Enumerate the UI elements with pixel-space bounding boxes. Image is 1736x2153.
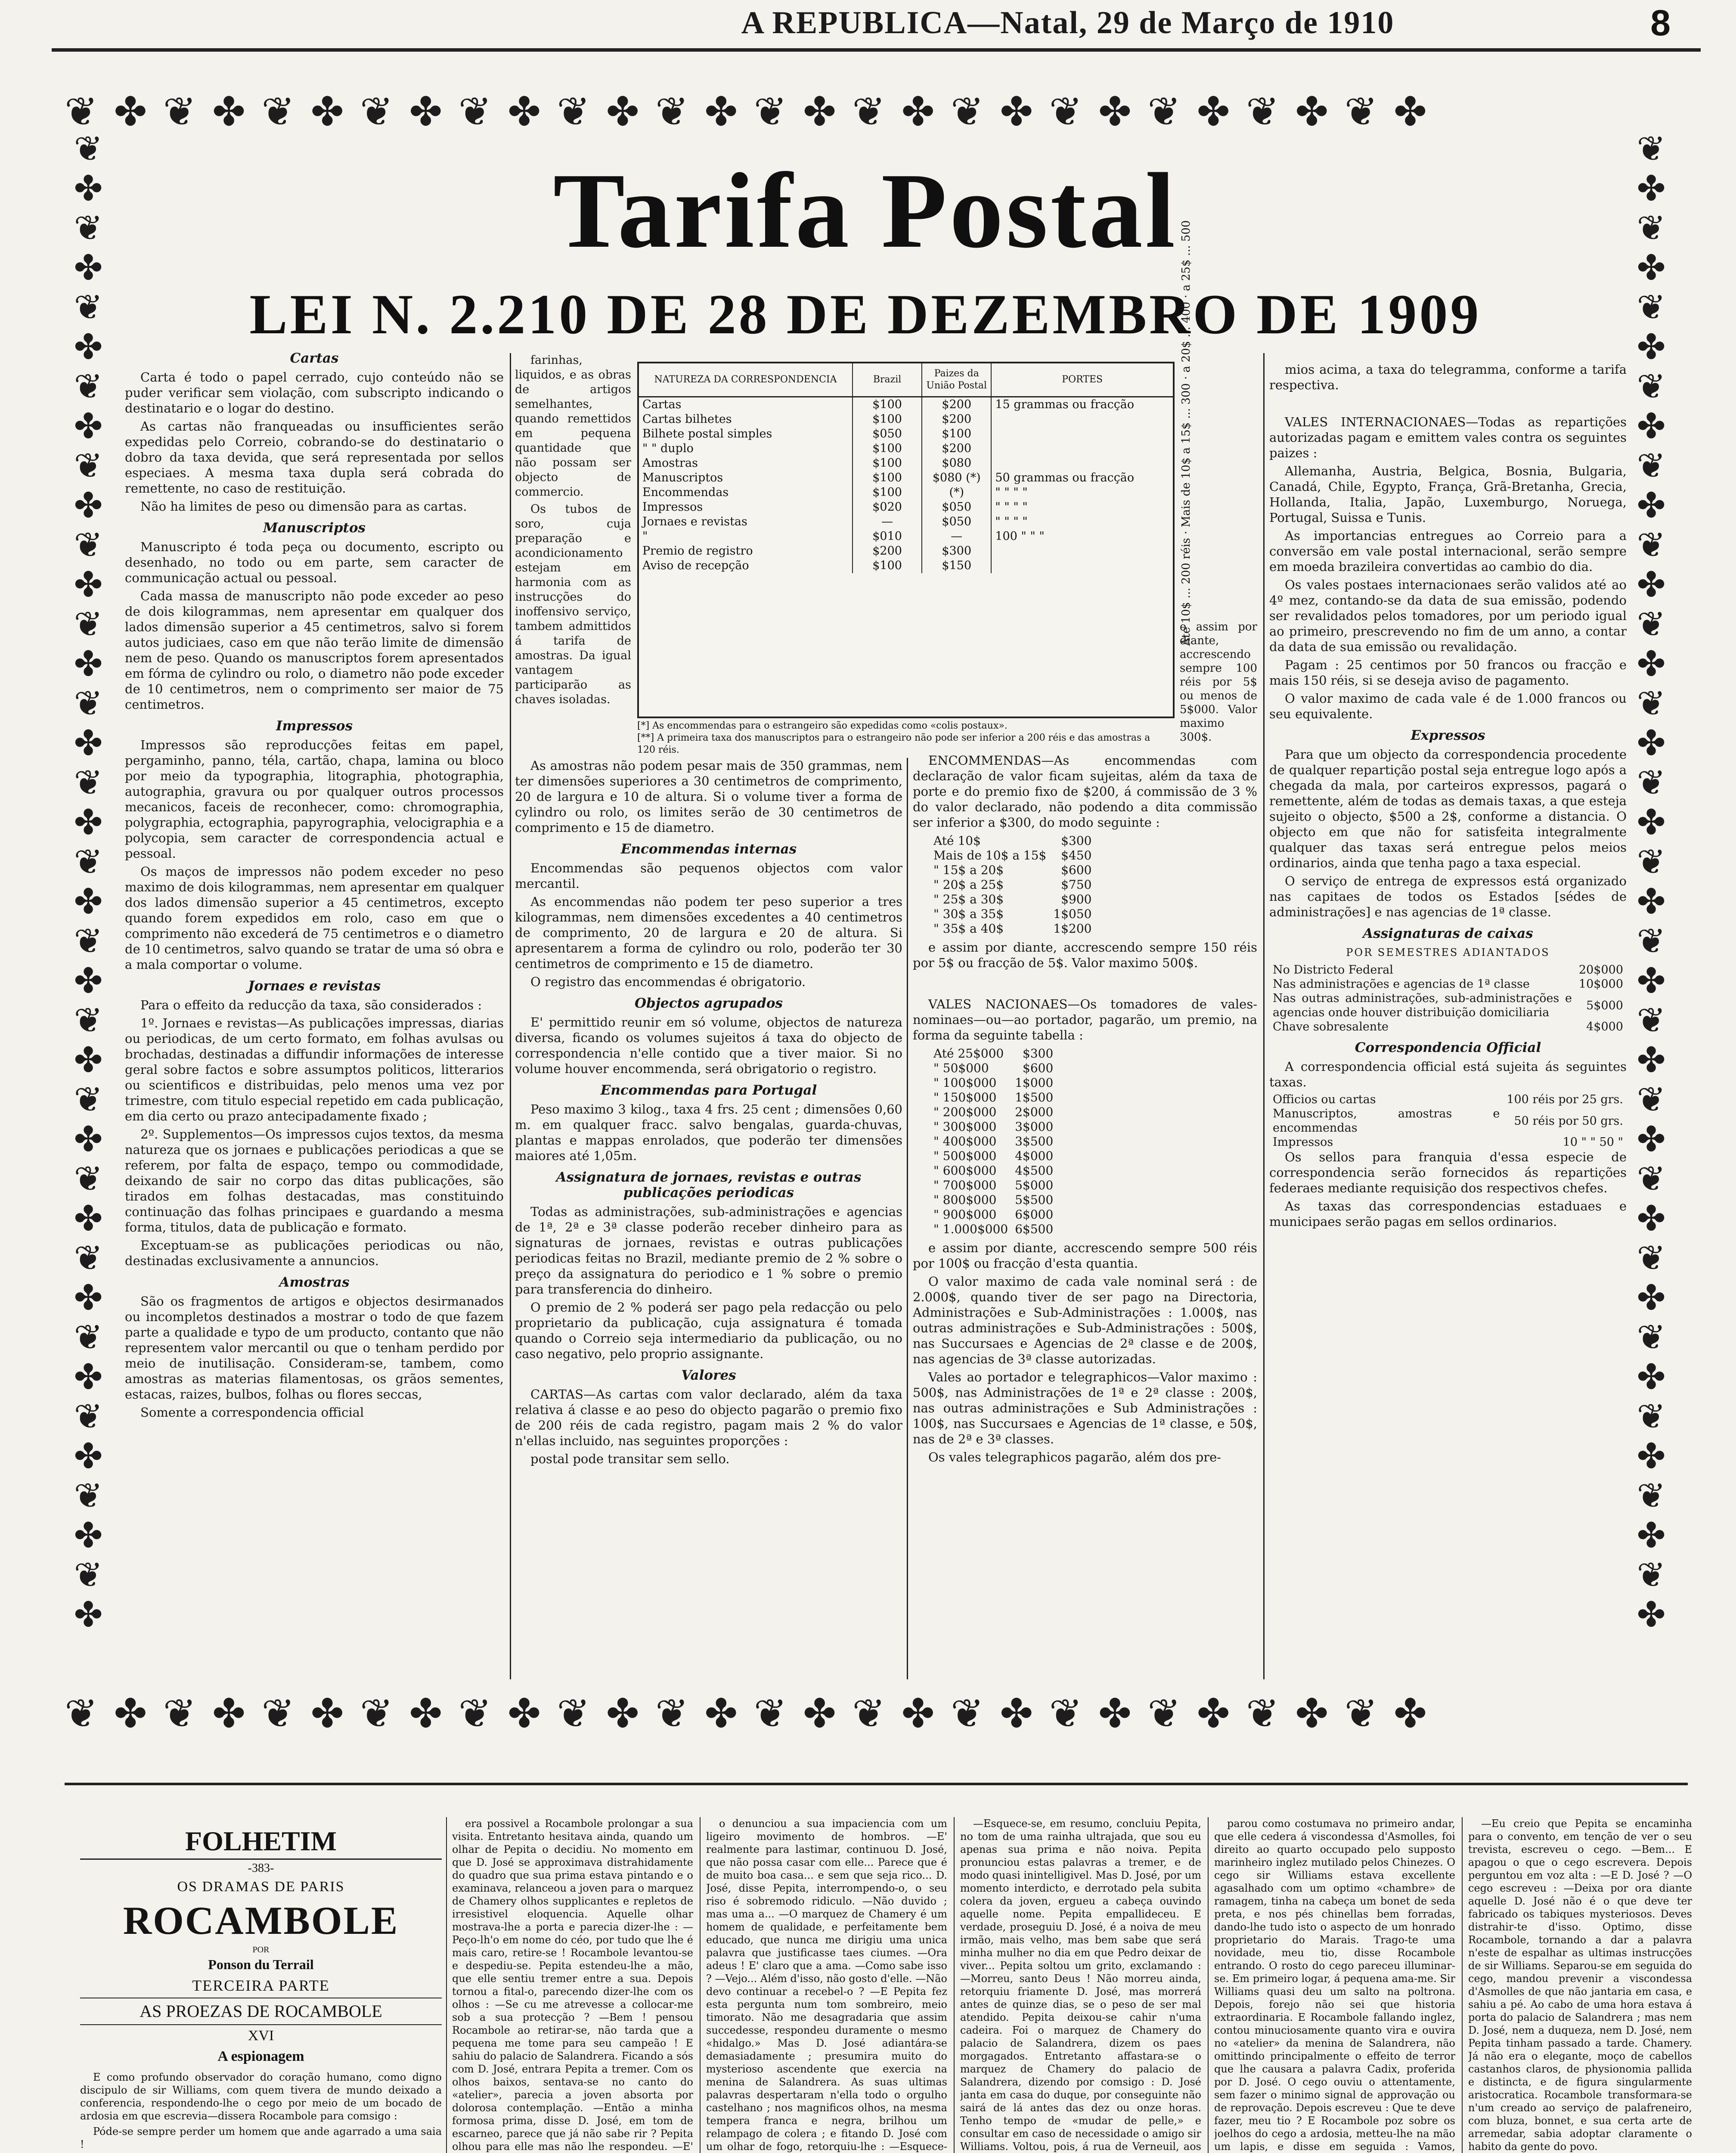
table-cell: 100 " " " [995,530,1045,543]
table-cell: 4$500 [1015,1163,1054,1178]
table-cell: 50 grammas ou fracção [995,471,1135,484]
table-row [1269,991,1627,1020]
paragraph: parou como costumava no primeiro andar, que elle cedera á viscondessa d'Asmolles, foi direito ao quarto occupado pelo supposto marinheiro inglez mutilado pelos Chinezes. O cego sir Williams estava excellente agasalhado com um optimo «chambre» de ramagem, tinha na cabeça um bonet de seda preta, e nos pés chinellas bem forradas, dando-lhe tudo isto o aspecto de um honrado proprietario do Marais. Trago-te uma novidade, meu tio, disse Rocambole entrando. O rosto do cego pareceu illuminar-se. Em primeiro logar, á pequena ama-me. Sir Williams quasi deu um salto na poltrona. Depois, forejo não sei que historia extraordinaria. E Rocambole fallando inglez, contou minuciosamente quanto vira e ouvira no «atelier» da menina de Salandrera, não omittindo principalmente o effeito de terror que lhe causara a palavra Cadix, proferida por D. José. O cego ouviu o attentamente, sem fazer o minimo signal de approvação ou de reprovação. Depois escreveu : Que te deve fazer, meu tio ? E Rocambole poz sobre os joelhos do cego a ardosia, metteu-lhe na mão um lapis, e disse em seguida : Vamos, [1214,1818,1455,2153]
table-row [930,1222,1057,1237]
table-cell: Impressos [1273,1135,1333,1149]
table-cell: Nas outras administrações, sub-administrações e agencias onde houver distribuição domiciliaria [1273,992,1572,1019]
folhetim-work: ROCAMBOLE [123,1899,399,1942]
folhetim-series: OS DRAMAS DE PARIS [177,1879,345,1895]
table-cell: 4$000 [1586,1020,1623,1033]
table-cell: Aviso de recepção [639,558,852,573]
table-row [930,1163,1057,1178]
paragraph: postal pode transitar sem sello. [530,1452,730,1466]
column-rule [446,1817,447,2153]
paragraph: As encommendas não podem ter peso superior a tres kilogrammas, nem dimensões excedentes a 40 centimetros de comprimento, 20 de largura e 20 de altura. Si apresentarem a forma de cylindro ou rolo, poderão ter 30 centimetros de comprimento e 15 de diametro. [515,894,902,971]
table-cell: 2$000 [1015,1105,1054,1119]
paragraph: São os fragmentos de artigos e objectos desirmanados ou incompletos destinados a mostrar o todo de que fazem parte a qualidade e typo de um producto, contanto que não representem valor mercantil ou que o tenham perdido por meio de inutilisação. Consideram-se, tambem, como amostras as materias filamentosas, os grãos sementes, estacas, raizes, bulbos, folhas ou flores seccas, [125,1294,504,1402]
paragraph: era possivel a Rocambole prolongar a sua visita. Entretanto hesitava ainda, quando um olhar de Pepita o decidiu. No momento em que D. José se approximava distrahidamente do quadro que sua prima estava pintando e o examinava, relanceou a joven para o marquez de Chamery olhos supplicantes e repletos de irresistivel eloquencia. Aquelle olhar mostrava-lhe a porta e parecia dizer-lhe : —Peço-lh'o em nome do céo, por tudo que lhe é mais caro, retire-se ! Rocambole levantou-se e despediu-se. Pepita estendeu-lhe a mão, que elle sentiu tremer entre a sua. Depois tornou a fital-o, parecendo dizer-lhe com os olhos : —Se cu me atrevesse a collocar-me sob a sua protecção ? —Bem ! pensou Rocambole ao retirar-se, não tarda que a pequena me tome para seu campeão ! E sahiu do palacio de Salandrera. Ficando a sós com D. José, entrara Pepita a tremer. Com os olhos baixos, sentava-se no canto do «atelier», parecia a joven absorta por dolorosa contemplação. —Então a minha formosa prima, disse D. José, em tom de escarneo, parece que já não sabe rir ? Pepita olhou para elle mas não lhe respondeu. —E' [452,1818,693,2153]
paragraph: o denunciou a sua impaciencia com um ligeiro movimento de hombros. —E' realmente para lastimar, continuou D. José, que não possa casar com elle... Parece que é de muito boa casa... e sem que seja rico... D. José, disse Pepita, interrompendo-o, o seu riso é sobremodo ridiculo. —Não duvido ; mas uma a... —O marquez de Chamery é um homem de qualidade, e perfeitamente bem educado, que nunca me dirigiu uma unica palavra que justificasse taes ciumes. —Ora adeus ! E' claro que a ama. —Como sabe isso ? —Vejo... Além d'isso, não gosto d'elle. —Não devo continuar a recebel-o ? —E Pepita fez esta pergunta num tom sombreiro, meio timorato. Não me desagradaria que assim succedesse, respondeu duramente o mesmo «hidalgo.» Mas D. José adiantára-se demasiadamente ; presumira muito do mysterioso ascendente que exercia na menina de Salandrera. As suas ultimas palavras despertaram n'ella todo o orgulho castelhano ; nos magnificos olhos, na mesma tempera franca e negra, brilhou um relampago de colera ; e fitando D. José com um olhar de fogo, retorquiu-lhe : —Esquece- [706,1818,947,2153]
table-cell: Officios ou cartas [1273,1093,1376,1106]
table-cell: Até 25$000 [933,1046,1004,1061]
section-heading: Manuscriptos [263,520,366,536]
table-row [1269,1107,1627,1135]
paragraph: Pagam : 25 centimos por 50 francos ou fracção e mais 150 réis, si se deseja aviso de pagamento. [1269,658,1627,688]
paragraph: A correspondencia official está sujeita ás seguintes taxas. [1269,1059,1627,1089]
section-heading: Expressos [1410,728,1485,743]
table-cell: $900 [1061,892,1092,906]
table-cell: " 200$000 [933,1105,997,1119]
column-rule [1263,353,1265,1679]
table-cell: 10$000 [1578,977,1623,991]
section-heading: Assignaturas de caixas [1363,926,1533,941]
section-heading: Amostras [279,1275,350,1290]
table-cell: 1$000 [1015,1076,1054,1090]
encommendas-table [930,834,1095,936]
table-cell [991,441,1173,456]
vertical-weights-text: Até 10$ ... 200 réis · Mais de 10$ a 15$ ... 300 · a 20$ ... 400 · a 25$ ... 500 [1180,220,1193,646]
folhetim-chapter-title: A espionagem [217,2048,304,2064]
column-rule [1208,1817,1209,2153]
official-table [1269,1092,1627,1149]
folhetim-column-4 [960,1817,1201,2153]
vertical-weights [1180,220,1206,646]
table-cell: No Districto Federal [1273,963,1393,977]
paragraph: Póde-se sempre perder um homem que ande agarrado a uma saia ! [80,2125,442,2150]
table-row [930,892,1095,907]
table-row [639,471,1173,485]
table-cell: — [922,529,991,544]
table-header: Paizes da União Postal [922,363,991,397]
paragraph: O serviço de entrega de expressos está organizado nas capitaes de todos os Estados [sédes de administrações] e nas agencias de 1ª classe. [1269,874,1627,919]
table-row [930,863,1095,878]
table-cell: 1$050 [1053,907,1092,921]
section-heading: Encommendas internas [620,841,797,857]
paragraph: As taxas das correspondencias estaduaes e municipaes serão pagas em sellos ordinarios. [1269,1199,1627,1229]
table-cell: " 30$ a 35$ [933,907,1004,921]
table-cell: Mais de 10$ a 15$ [933,848,1047,862]
table-cell: 15 grammas ou fracção [995,398,1135,411]
table-cell: $200 [922,397,991,413]
section-heading: Assignatura de jornaes, revistas e outras publicações periodicas [556,1170,862,1201]
paragraph: 2º. Supplementos—Os impressos cujos textos, da mesma natureza que os jornaes e publicações periodicas a que se referem, por falta de espaço, tempo ou commodidade, deixando de sair no corpo das ditas publicações, são tirados em folhas destacadas, mas constituindo continuação das folhas principaes e guardando a mesma forma, titulos, data de publicação e formato. [125,1127,504,1235]
paragraph: Somente a correspondencia official [140,1405,364,1420]
table-cell: $100 [852,456,922,471]
table-cell: Impressos [639,500,852,515]
folhetim-column-5 [1214,1817,1455,2153]
paragraph: Exceptuam-se as publicações periodicas ou não, destinadas exclusivamente a annuncios. [125,1238,504,1268]
table-row [639,515,1173,529]
table-cell: Manuscriptos, amostras e encommendas [1273,1107,1500,1135]
table-cell: $050 [852,427,922,441]
table-cell: 3$000 [1015,1120,1054,1134]
paragraph: O premio de 2 % poderá ser pago pela redacção ou pelo proprietario da publicação, cuja assignatura é tomada quando o Correio seja intermediario da publicação, ou no caso negativo, pelo proprio assignante. [515,1300,902,1361]
table-cell: 5$000 [1586,999,1623,1012]
table-cell: " " duplo [639,441,852,456]
column-rule [907,758,908,1679]
paragraph: farinhas, liquidos, e as obras de artigos semelhantes, quando remettidos em pequena quantidade que não possam ser objecto de commercio. [515,354,631,499]
table-cell: $600 [1023,1061,1054,1075]
table-row [930,834,1095,848]
table-row [930,1193,1057,1207]
table-header: PORTES [991,363,1173,397]
paragraph: Para o effeito da reducção da taxa, são considerados : [140,998,482,1012]
paragraph: Carta é todo o papel cerrado, cujo conteúdo não se puder verificar sem violação, com subscripto indicando o destinatario e o logar do destino. [125,370,504,416]
table-cell: $100 [852,397,922,413]
section-heading: Cartas [290,351,339,366]
notice-column-3 [913,620,1257,1679]
table-cell: " 800$000 [933,1193,997,1207]
section-heading: Valores [681,1368,736,1383]
paragraph: VALES INTERNACIONAES—Todas as repartições autorizadas pagam e emittem vales contra os seguintes paizes : [1269,415,1627,460]
table-row [1269,1020,1627,1034]
table-row [1269,1135,1627,1149]
table-cell: " 25$ a 30$ [933,892,1004,906]
folhetim-part: TERCEIRA PARTE [192,1977,330,1994]
table-row [930,1178,1057,1193]
notice-title: Tarifa Postal [553,151,1178,270]
table-cell: 4$000 [1015,1149,1054,1163]
table-cell [991,412,1173,427]
section-heading: Objectos agrupados [635,996,783,1011]
column-rule [510,353,511,1679]
notice-column-2-top [515,353,631,754]
paragraph: Manuscripto é toda peça ou documento, escripto ou desenhado, no todo ou em parte, sem caracter de communicação actual ou pessoal. [125,540,504,585]
page-number: 8 [1650,3,1671,43]
folhetim-chapter: XVI [248,2028,274,2044]
table-cell [991,558,1173,573]
paragraph: CARTAS—As cartas com valor declarado, além da taxa relativa á classe e ao peso do objecto pagarão o premio fixo de 200 réis de cada registro, pagam mais 2 % do valor n'ellas incluido, nas seguintes proporções : [515,1387,902,1448]
paragraph: —Esquece-se, em resumo, concluiu Pepita, no tom de uma rainha ultrajada, que sou eu apenas sua prima e não noiva. Pepita pronunciou estas palavras a tremer, e de modo quasi inintelligivel. Mas D. José, por um momento interdicto, e derrotado pela subita colera da joven, ergueu a cabeça ouvindo aquelle nome. Pepita empallideceu. E verdade, proseguiu D. José, é a noiva de meu irmão, mais velho, mas bem sabe que será minha mulher no dia em que Pedro deixar de viver... Pepita soltou um grito, exclamando : —Morreu, santo Deus ! Não morreu ainda, retorquiu friamente D. José, mas morrerá antes de quinze dias, se o peso de ser mal atendido. Pepita deixou-se cahir n'uma cadeira. Foi o marquez de Chamery do palacio de Salandrera, dizem os paes morgagados. Entretanto affastara-se o marquez de Chamery do palacio de Salandrera, dizendo por comsigo : D. José janta em casa do duque, por conseguinte não sairá de lá antes das dez ou onze horas. Tenho tempo de «mudar de pelle,» e consultar em caso de necessidade o amigo sir Williams. Voltou, pois, á rua de Verneuil, aos [960,1818,1201,2153]
table-cell: " 100$000 [933,1076,997,1090]
paragraph: e assim por diante, accrescendo sempre 100 réis por 5$ ou menos de 5$000. Valor maximo 300$. [1180,620,1257,744]
paragraph: Não ha limites de peso ou dimensão para as cartas. [140,499,467,514]
table-row [1269,963,1627,977]
paragraph: Para que um objecto da correspondencia procedente de qualquer repartição postal seja entregue logo após a chegada da mala, por carteiros expressos, pagará o remettente, além de todas as demais taxas, a que esteja sujeito o objecto, $500 a 2$, conforme a distancia. O objecto em que não for satisfeita integralmente qualquer das taxas será entregue pelos meios ordinarios, ainda que tenha pago a taxa especial. [1269,747,1627,870]
table-row [639,558,1173,573]
law-line: LEI N. 2.210 DE 28 DE DEZEMBRO DE 1909 [249,282,1482,346]
table-row [930,1149,1057,1163]
section-subheading: POR SEMESTRES ADIANTADOS [1346,946,1550,959]
table-cell: $020 [852,500,922,515]
folhetim-por: POR [252,1945,270,1954]
paragraph: O valor maximo de cada vale é de 1.000 francos ou seu equivalente. [1269,691,1627,721]
table-cell: $200 [852,544,922,558]
table-cell: $600 [1061,863,1092,877]
table-cell: $100 [852,441,922,456]
table-row [639,529,1173,544]
table-cell: 5$000 [1015,1178,1054,1192]
table-cell: $050 [922,500,991,515]
table-row [930,1105,1057,1120]
table-cell: $080 (*) [922,471,991,485]
table-cell: Premio de registro [639,544,852,558]
table-row [930,878,1095,892]
table-row [1269,977,1627,991]
paragraph: Cada massa de manuscripto não pode exceder ao peso de dois kilogrammas, nem apresentar em qualquer dos lados dimensão superior a 45 centimetros, salvo si forem autos judiciaes, caso em que não terão limite de dimensão nem de peso. Quando os manuscriptos forem apresentados em fórma de cylindro ou rolo, o diametro não pode exceder de 10 centimetros, nem o comprimento ser maior de 75 centimetros. [125,589,504,712]
masthead-rule [52,48,1701,52]
table-cell: Jornaes e revistas [639,515,852,529]
table-cell: Cartas [639,397,852,413]
table-cell: 10 " " 50 " [1562,1135,1623,1149]
paragraph: Os vales telegraphicos pagarão, além dos pre- [928,1450,1221,1464]
folhetim-label: FOLHETIM [80,1824,442,1860]
notice-column-2 [515,758,902,1679]
folhetim-column-6 [1468,1817,1692,2153]
table-row [930,907,1095,921]
ornament-left-border: ❦ ✤ ❦ ✤ ❦ ✤ ❦ ✤ ❦ ✤ ❦ ✤ ❦ ✤ ❦ ✤ ❦ ✤ ❦ ✤ ❦ ✤ ❦ ✤ ❦ ✤ ❦ ✤ ❦ ✤ ❦ ✤ ❦ ✤ ❦ ✤ ❦ ✤ [74,129,103,1635]
paragraph: E como profundo observador do coração humano, como digno discipulo de sir Williams, com quem tivera de mundo deixado a conferencia, respondendo-lhe o cego por meio de um bocado de ardosia em que escrevia—dissera Rocambole para comsigo : [80,2071,442,2122]
section-heading: Correspondencia Official [1355,1040,1541,1055]
column-rule [1462,1817,1463,2153]
masthead-title: A REPUBLICA—Natal, 29 de Março de 1910 [741,5,1395,40]
table-cell: 1$500 [1015,1090,1054,1104]
paragraph: O valor maximo de cada vale nominal será : de 2.000$, quando tiver de ser pago na Directoria, Administrações e Sub-Administrações : 1.000$, nas outras administrações e Sub-Administrações : 500$, nas Succursaes e Agencias de 2ª classe e de 200$, nas agencias de 3ª classe autorizadas. [913,1274,1257,1366]
table-cell: " 20$ a 25$ [933,878,1004,892]
table-cell: 1$200 [1053,921,1092,936]
table-row [930,1046,1057,1061]
table-cell: Manuscriptos [639,471,852,485]
table-cell: $300 [922,544,991,558]
paragraph: VALES NACIONAES—Os tomadores de vales-nominaes—ou—ao portador, pagarão, um premio, na forma da seguinte tabella : [913,997,1257,1042]
table-cell: Bilhete postal simples [639,427,852,441]
paragraph: Encommendas são pequenos objectos com valor mercantil. [515,861,902,891]
table-cell: " 15$ a 20$ [933,863,1004,877]
table-row [930,921,1095,936]
table-cell: $200 [922,412,991,427]
table-row [930,1090,1057,1105]
folhetim-number: -383- [248,1861,274,1875]
table-row [930,1120,1057,1134]
table-row [930,1061,1057,1076]
table-cell: " 400$000 [933,1134,997,1148]
table-row [639,485,1173,500]
table-cell: " 35$ a 40$ [933,921,1004,936]
paragraph: Os sellos para franquia d'essa especie de correspondencia serão fornecidos ás repartições federaes mediante requisição dos respectivos chefes. [1269,1150,1627,1195]
paragraph: 1º. Jornaes e revistas—As publicações impressas, diarias ou periodicas, de um certo formato, em folhas avulsas ou brochadas, destinadas a diffundir informações de interesse geral sobre factos e sobre assumptos politicos, litterarios ou scientificos e distribuidas, pelo menos uma vez por trimestre, com titulo especial repetido em cada publicação, em dia certo ou prazo antecipadamente fixado ; [125,1016,504,1123]
table-cell: 3$500 [1015,1134,1054,1148]
table-cell: $080 [922,456,991,471]
folhetim-text [80,2071,442,2153]
ornament-bottom-border: ❦ ✤ ❦ ✤ ❦ ✤ ❦ ✤ ❦ ✤ ❦ ✤ ❦ ✤ ❦ ✤ ❦ ✤ ❦ ✤ ❦ ✤ ❦ ✤ ❦ ✤ ❦ ✤ [65,1691,1429,1737]
paragraph: As cartas não franqueadas ou insufficientes serão expedidas pelo Correio, cobrando-se do destinatario o dobro da taxa devida, que será representada por sellos especiaes. A mesma taxa dupla será cobrada do remettente, no caso de restituição. [125,419,504,496]
notice-column-4 [1269,362,1627,1679]
table-cell: $010 [852,529,922,544]
table-cell: 100 réis por 25 grs. [1507,1093,1623,1106]
folhetim-column-3 [706,1817,947,2153]
table-cell: " 150$000 [933,1090,997,1104]
folhetim-subtitle: AS PROEZAS DE ROCAMBOLE [80,1998,442,2025]
table-cell: $450 [1061,848,1092,862]
paragraph: Todas as administrações, sub-administrações e agencias de 1ª, 2ª e 3ª classe poderão receber dinheiro para as signaturas de jornaes, revistas e outras publicações periodicas feitas no Brazil, mediante premio de 2 % sobre o preço da assignatura do periodico e 1 % sobre o premio para transferencia do dinheiro. [515,1204,902,1297]
table-cell: $100 [852,471,922,485]
paragraph: —Eu creio que Pepita se encaminha para o convento, em tenção de ver o seu trevista, escreveu o cego. —Bem... E apagou o que o cego escrevera. Depois perguntou em voz alta : —E D. José ? —O cego escreveu : —Deixa por ora diante aquelle D. José não é o que deve ter fabricado os tabiques mysteriosos. Deves distrahir-te d'isso. Optimo, disse Rocambole, tornando a dar a palavra n'este de espalhar as ultimas instrucções de sir Williams. Separou-se em seguida do cego, mandou prevenir a viscondessa d'Asmolles de que não jantaria em casa, e sahiu a pé. Ao cabo de uma hora estava á porta do palacio de Salandrera ; mas nem D. José, nem a duqueza, nem D. José, nem Pepita tinham passado a tarde. Chamery. Já não era o elegante, moço de cabellos castanhos claros, de physionomia pallida e distincta, e de figura singularmente aristocratica. Rocambole transformara-se n'um creado ao serviço de palafreneiro, com bluza, bonnet, e sua certa arte de arremedar, sabia adoptar claramente o habito da gente do povo. [1468,1818,1692,2153]
paragraph: e assim por diante, accrescendo sempre 500 réis por 100$ ou fracção d'esta quantia. [913,1241,1257,1271]
folhetim-masthead [80,1824,442,2153]
table-cell: Nas administrações e agencias de 1ª classe [1273,977,1530,991]
masthead [0,0,1736,47]
table-cell: $100 [852,412,922,427]
table-row [639,500,1173,515]
table-cell: $150 [922,558,991,573]
table-cell: Cartas bilhetes [639,412,852,427]
folhetim-rule [65,1783,1688,1785]
table-cell: $300 [1023,1046,1054,1061]
ornament-right-border: ❦ ✤ ❦ ✤ ❦ ✤ ❦ ✤ ❦ ✤ ❦ ✤ ❦ ✤ ❦ ✤ ❦ ✤ ❦ ✤ ❦ ✤ ❦ ✤ ❦ ✤ ❦ ✤ ❦ ✤ ❦ ✤ ❦ ✤ ❦ ✤ ❦ ✤ [1637,129,1666,1635]
table-cell: " 50$000 [933,1061,989,1075]
table-cell: 50 réis por 50 grs. [1514,1114,1623,1128]
caixas-table [1269,963,1627,1034]
folhetim-column-2 [452,1817,693,2153]
table-cell: " 600$000 [933,1163,997,1178]
column-rule [954,1817,955,2153]
table-cell [991,544,1173,558]
table-cell: Até 10$ [933,834,981,848]
table-header: NATUREZA DA CORRESPONDENCIA [639,363,852,397]
paragraph: Os vales postaes internacionaes serão validos até ao 4º mez, contando-se da data de sua emissão, podendo ser revalidados pelos tomadores, por um periodo igual ao primeiro, prescrevendo no fim de um anno, a contar da data de sua emissão ou revalidação. [1269,577,1627,654]
table-row [930,1076,1057,1090]
paragraph: Os maços de impressos não podem exceder no peso maximo de dois kilogrammas, nem apresentar em qualquer dos lados dimensão superior a 45 centimetros, excepto quando forem expedidos em rolo, caso em que o comprimento não excederá de 75 centimetros e o diametro de 10 centimetros, salvo quando se tratar de uma só obra e a mala comportar o volume. [125,864,504,972]
paragraph: As importancias entregues ao Correio para a conversão em vale postal internacional, serão sempre em moeda brazileira convertidas ao cambio do dia. [1269,528,1627,574]
table-cell: " 900$000 [933,1207,997,1222]
paragraph: Allemanha, Austria, Belgica, Bosnia, Bulgaria, Canadá, Chile, Egypto, França, Grã-Bretanha, Grecia, Hollanda, Italia, Japão, Luxemburgo, Noruega, Portugal, Suissa e Tunis. [1269,464,1627,525]
table-cell: 6$000 [1015,1207,1054,1222]
table-row [639,427,1173,441]
table-cell: Amostras [639,456,852,471]
section-heading: Encommendas para Portugal [600,1083,817,1098]
table-cell: $100 [852,485,922,500]
table-row [639,441,1173,456]
table-row [639,412,1173,427]
vales-table [930,1046,1057,1237]
table-cell: " 1.000$000 [933,1222,1008,1236]
table-cell: 5$500 [1015,1193,1054,1207]
paragraph: Impressos são reproducções feitas em papel, pergaminho, panno, téla, cartão, chapa, lamina ou bloco por meio da typographia, litographia, photographia, autographia, gravura ou por qualquer outros processos mecanicos, faceis de reconhecer, como: chromographia, polygraphia, ectographia, papyrographia, velocigraphia e a polycopia, sem caracter de correspondencia actual e pessoal. [125,738,504,861]
table-cell: $100 [922,427,991,441]
table-cell: (*) [922,485,991,500]
table-cell: 6$500 [1015,1222,1054,1236]
table-cell: " " " " [995,486,1028,499]
paragraph: Os tubos de soro, cuja preparação e acondicionamento estejam em harmonia com as instrucções do inoffensivo serviço, tambem admittidos á tarifa de amostras. Da igual vantagem participarão as chaves isoladas. [515,503,631,706]
table-cell: " " " " [995,515,1028,528]
section-heading: Jornaes e revistas [248,978,381,994]
section-heading: Impressos [276,718,353,734]
table-cell: $200 [922,441,991,456]
table-row [930,1207,1057,1222]
table-cell: $100 [852,558,922,573]
table-cell [991,427,1173,441]
table-header: Brazil [852,363,922,397]
table-cell: " 500$000 [933,1149,997,1163]
table-row [930,848,1095,863]
table-cell: " " " " [995,500,1028,514]
table-cell: $750 [1061,878,1092,892]
table-row [1269,1092,1627,1107]
table-cell [991,456,1173,471]
paragraph: O registro das encommendas é obrigatorio. [530,974,806,989]
column-rule [700,1817,701,2153]
rates-note: [**] A primeira taxa dos manuscriptos para o estrangeiro não pode ser inferior a 200 réis e das amostras a 120 réis. [637,732,1150,755]
paragraph: e assim por diante, accrescendo sempre 150 réis por 5$ ou fracção de 5$. Valor maximo 500$. [913,940,1257,970]
paragraph: E' permittido reunir em só volume, objectos de natureza diversa, ficando os volumes sujeitos á taxa do objecto de correspondencia n'elle contido que a tiver maior. Si no volume houver encommenda, será obrigatorio o registro. [515,1015,902,1076]
table-row [639,456,1173,471]
table-row [639,544,1173,558]
table-cell: $050 [922,515,991,529]
paragraph: ENCOMMENDAS—As encommendas com declaração de valor ficam sujeitas, além da taxa de porte e do premio fixo de $200, á commissão de 3 % do valor declarado, não podendo a dita commissão ser inferior a $300, do modo seguinte : [913,753,1257,830]
ornament-top-border: ❦ ✤ ❦ ✤ ❦ ✤ ❦ ✤ ❦ ✤ ❦ ✤ ❦ ✤ ❦ ✤ ❦ ✤ ❦ ✤ ❦ ✤ ❦ ✤ ❦ ✤ ❦ ✤ [65,89,1429,135]
rates-note: [*] As encommendas para o estrangeiro são expedidas como «colis postaux». [637,720,1008,731]
table-cell: Chave sobresalente [1273,1020,1389,1033]
paragraph: Peso maximo 3 kilog., taxa 4 frs. 25 cent ; dimensões 0,60 m. em qualquer fracc. salvo bengalas, guarda-chuvas, plantas e mappas enrolados, que poderão ter dimensões maiores até 1,05m. [515,1102,902,1163]
table-cell: 20$000 [1578,963,1623,977]
table-cell: $300 [1061,834,1092,848]
table-cell: Encommendas [639,485,852,500]
paragraph: mios acima, a taxa do telegramma, conforme a tarifa respectiva. [1269,362,1627,392]
table-cell: " [639,529,852,544]
table-row [639,397,1173,413]
table-row [930,1134,1057,1149]
table-cell: " 700$000 [933,1178,997,1192]
paragraph: Vales ao portador e telegraphicos—Valor maximo : 500$, nas Administrações de 1ª e 2ª classe : 200$, nas outras administrações e Sub Administrações : 100$, nas Succursaes e Agencias de 1ª classe, e 50$, nas de 2ª e 3ª classes. [913,1370,1257,1446]
table-cell: " 300$000 [933,1120,997,1134]
paragraph: As amostras não podem pesar mais de 350 grammas, nem ter dimensões superiores a 30 centimetros de comprimento, 20 de largura e 10 de altura. Si o volume tiver a forma de cylindro ou rolo, os limites serão de 30 centimetros de comprimento e 15 de diametro. [515,758,902,835]
notice-column-1 [125,344,504,1679]
table-cell: — [852,515,922,529]
folhetim-author: Ponson du Terrail [208,1957,314,1972]
